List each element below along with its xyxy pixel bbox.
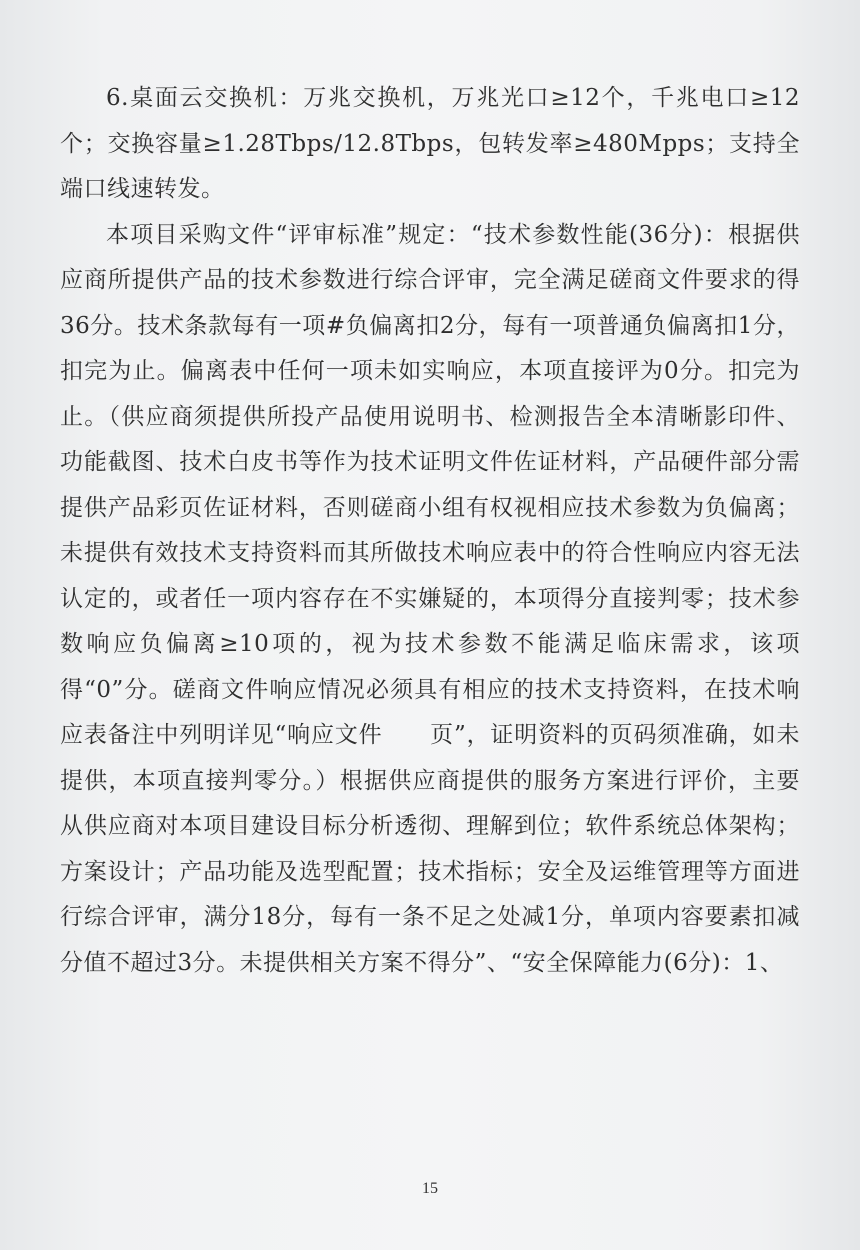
paragraph-evaluation-criteria: 本项目采购文件“评审标准”规定：“技术参数性能(36分)：根据供应商所提供产品的技术参数进行综合评审，完全满足磋商文件要求的得36分。技术条款每有一项#负偏离扣2分，每有一项普通负偏离扣1分，扣完为止。偏离表中任何一项未如实响应，本项直接评为0分。扣完为止。（供应商须提供所投产品使用说明书、检测报告全本清晰影印件、功能截图、技术白皮书等作为技术证明文件佐证材料，产品硬件部分需提供产品彩页佐证材料，否则磋商小组有权视相应技术参数为负偏离；未提供有效技术支持资料而其所做技术响应表中的符合性响应内容无法认定的，或者任一项内容存在不实嫌疑的，本项得分直接判零；技术参数响应负偏离≥10项的，视为技术参数不能满足临床需求，该项得“0”分。磋商文件响应情况必须具有相应的技术支持资料，在技术响应表备注中列明详见“响应文件 页”，证明资料的页码须准确，如未提供，本项直接判零分。）根据供应商提供的服务方案进行评价，主要从供应商对本项目建设目标分析透彻、理解到位；软件系统总体架构；方案设计；产品功能及选型配置；技术指标；安全及运维管理等方面进行综合评审，满分18分，每有一条不足之处减1分，单项内容要素扣减分值不超过3分。未提供相关方案不得分”、“安全保障能力(6分)：1、: [60, 221, 800, 976]
page-number: 15: [422, 1180, 438, 1197]
document-body: [60, 76, 800, 986]
paragraph-switch-spec: 6.桌面云交换机：万兆交换机，万兆光口≥12个，千兆电口≥12个；交换容量≥1.28Tbps/12.8Tbps，包转发率≥480Mpps；支持全端口线速转发。: [60, 85, 800, 202]
